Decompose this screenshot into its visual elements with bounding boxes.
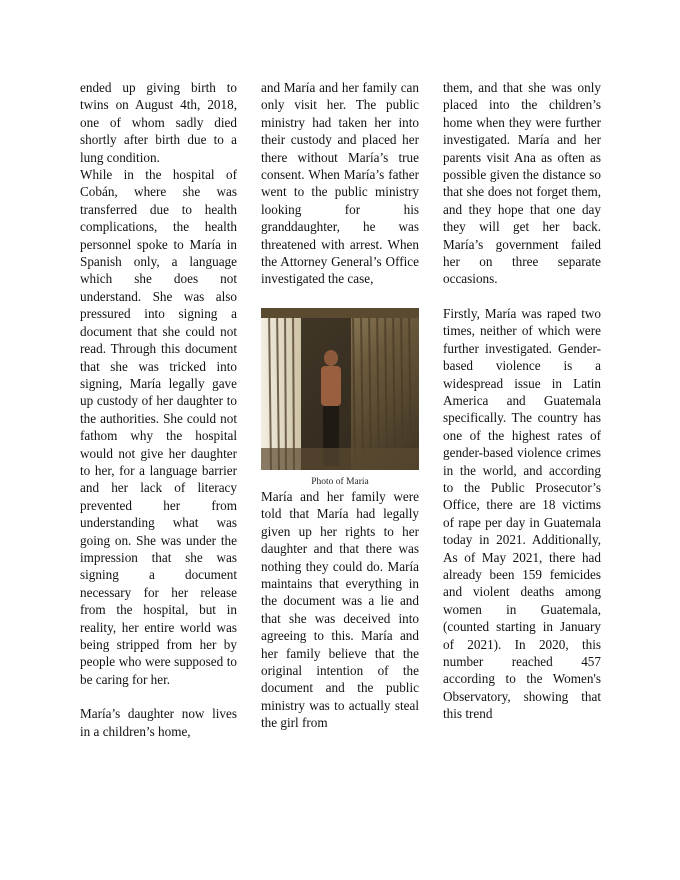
text-column-3 [443, 79, 601, 723]
paragraph: María and her family were told that María had legally given up her rights to her daughter and that there was nothing they could do. María maintains that everything in the document was a lie and that she was deceived into agreeing to this. María and her family believe that the original intention of the document and the public ministry was to actually steal the girl from [261, 488, 419, 731]
paragraph: While in the hospital of Cobán, where she was transferred due to health complications, the health personnel spoke to María in Spanish only, a language which she does not understand. She was also pressured into signing a document that she could not read. Through this document that she was tricked into signing, María legally gave up custody of her daughter to the authorities. She could not fathom why the hospital would not give her daughter to her, for a language barrier and her lack of literacy prevented her from understanding what was going on. She was under the impression that she was signing a document necessary for her release from the hospital, but in reality, her entire world was being stripped from her by people who were supposed to be caring for her. [80, 167, 237, 687]
text-column-1 [80, 79, 237, 740]
photo-caption: Photo of Maria [311, 476, 369, 487]
paragraph: them, and that she was only placed into the children’s home when they were further investigated. María and her parents visit Ana as often as possible given the distance so that she does not forget them, and they hope that one day they will get her back. María’s government failed her on three separate occasions. [443, 80, 601, 287]
paragraph: ended up giving birth to twins on August 4th, 2018, one of whom sadly died shortly after birth due to a lung condition. [80, 80, 237, 165]
paragraph: María’s daughter now lives in a children’s home, [80, 706, 237, 739]
paragraph: and María and her family can only visit her. The public ministry had taken her into their custody and placed her there without María’s true consent. When María’s father went to the public ministry looking for his granddaughter, he was threatened with arrest. When the Attorney General’s Office investigated the case, [261, 80, 419, 287]
text-column-2 [261, 79, 419, 732]
photo-of-maria [261, 308, 419, 470]
photo-image [261, 308, 419, 470]
figure [261, 308, 419, 488]
paragraph: Firstly, María was raped two times, neither of which were further investigated. Gender-based violence is a widespread issue in Latin America and Guatemala specifically. The country has one of the highest rates of gender-based violence crimes in the world, and according to the Public Prosecutor’s Office, there are 18 victims of rape per day in Guatemala today in 2021. Additionally, As of May 2021, there had already been 159 femicides and violent deaths among women in Guatemala, (counted starting in January of 2021). In 2020, this number reached 457 according to the Women's Observatory, showing that this trend [443, 305, 601, 722]
